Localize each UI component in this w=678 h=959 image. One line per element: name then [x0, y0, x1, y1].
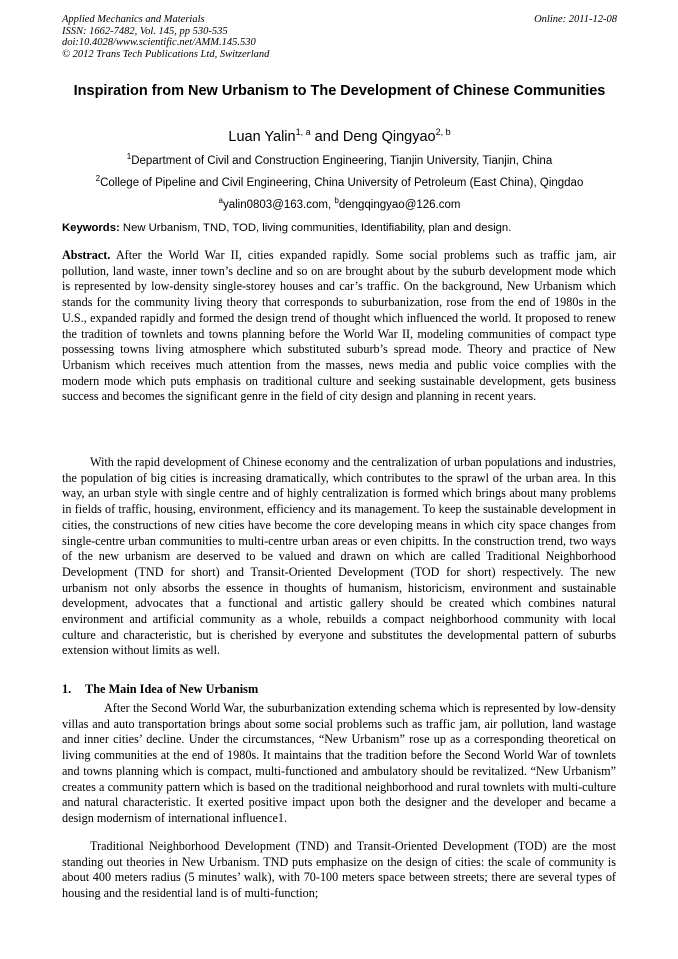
section-paragraph-2: Traditional Neighborhood Development (TND) and Transit-Oriented Development (TOD) are the most standing out theories in New Urbanism. TND puts emphasize on the design of cities: the scale of community is about 400 meters radius (5 minutes’ walk), with 70-100 meters space between streets; there are several types of housing and the residential land is of multi-function; [62, 839, 616, 901]
affiliation-2-sup: 2 [95, 174, 101, 183]
email-a[interactable]: yalin0803@163.com, [222, 198, 332, 211]
section-title: The Main Idea of New Urbanism [85, 682, 259, 696]
email-a-sup: a [218, 196, 223, 205]
affiliation-2-text: College of Pipeline and Civil Engineering, China University of Petroleum (East China), Qingdao [100, 176, 584, 189]
author-2: Deng Qingyao [342, 128, 436, 145]
email-b[interactable]: dengqingyao@126.com [338, 198, 461, 211]
abstract-text: After the World War II, cities expanded rapidly. Some social problems such as traffic jam, air pollution, land waste, inner town’s decline and so on are brought about by the suburb development mode which is represented by low-density single-storey houses and car’s traffic. On the background, New Urbanism which stands for the community living theory that corresponds to suburbanization, rose from the end of 1980s in the U.S., expanded rapidly and formed the design trend of thought which influenced the world. It proposed to renew the tradition of townlets and towns planning before the World War II, modeling communities of compact type possessing towns living atmosphere which substituted suburb’s spread mode. Theory and practice of New Urbanism which receives much attention from the masses, news media and public voice complies with the modern mode which puts emphasis on traditional culture and seeking sustainable development, gets business success and becomes the significant genre in the field of city design and planning in recent years. [62, 248, 617, 404]
affiliation-2 [62, 172, 617, 190]
journal-name: Applied Mechanics and Materials [62, 14, 205, 25]
affiliation-1-text: Department of Civil and Construction Engineering, Tianjin University, Tianjin, China [131, 154, 553, 167]
doi-link[interactable]: doi:10.4028/www.scientific.net/AMM.145.530 [62, 37, 256, 48]
affiliation-1-sup: 1 [126, 152, 132, 161]
copyright-line: © 2012 Trans Tech Publications Ltd, Switzerland [62, 48, 270, 60]
abstract [62, 248, 616, 405]
author-2-sup: 2, b [435, 127, 451, 137]
issn-line: ISSN: 1662-7482, Vol. 145, pp 530-535 [62, 25, 228, 37]
author-1: Luan Yalin [228, 128, 296, 145]
author-1-sup: 1, a [295, 127, 311, 137]
section-paragraph-1: After the Second World War, the suburbanization extending schema which is represented by low-density villas and auto transportation brings about some social problems such as traffic jam, air pollution, land wastage and inner cities’ decline. Under the circumstances, “New Urbanism” rose up as a corresponding theoretical on living communities at the end of 1980s. It maintains that the tradition before the Second World War of townlets and towns planning which is compact, multi-functioned and ambulatory should be revitalized. “New Urbanism” creates a community pattern which is based on the traditional neighborhood and rural townlets with multi-culture and natural characteristic. It exerted positive impact upon both the designer and the developer and became a design modernism of international influence1. [62, 701, 616, 825]
author-line [62, 123, 617, 146]
email-b-sup: b [334, 196, 339, 205]
keywords-label: Keywords: [62, 222, 120, 234]
journal-header [62, 14, 617, 60]
paper-title: Inspiration from New Urbanism to The Development of Chinese Communities [73, 83, 606, 99]
keywords-text: New Urbanism, TND, TOD, living communities, Identifiability, plan and design. [122, 222, 512, 234]
section-heading [62, 682, 616, 698]
abstract-label: Abstract. [62, 248, 111, 262]
section-number: 1. [62, 682, 72, 696]
intro-paragraph: With the rapid development of Chinese economy and the centralization of urban populations and industries, the population of big cities is increasing dramatically, which contributes to the sprawl of the urban area. In this way, an urban style with single centre and of highly centralization is formed which brings about many problems in fields of traffic, housing, environment, efficiency and its management. To keep the sustainable development in cities, the constructions of new cities have become the core developing means in which city space changes from single-centre urban communities to multi-centre urban areas or even chipitts. In the construction trend, two ways of the new urbanism are deserved to be valued and drawn on which are called Traditional Neighborhood Development (TND for short) and Transit-Oriented Development (TOD for short) respectively. The new urbanism not only absorbs the essence in thoughts of humanism, historicism, environment and sustainable development, advocates that a functional and artistic gallery should be created which combines natural environment and artificial community as a whole, rebuilds a compact neighborhood community with local culture and characteristic, but is cherished by everyone and substitutes the developmental pattern of suburbs extension without limits as well. [62, 455, 616, 658]
email-line [62, 194, 617, 212]
keywords [62, 221, 617, 235]
author-conjunction: and [314, 128, 339, 145]
affiliation-1 [62, 150, 617, 168]
online-date: Online: 2011-12-08 [534, 14, 617, 25]
